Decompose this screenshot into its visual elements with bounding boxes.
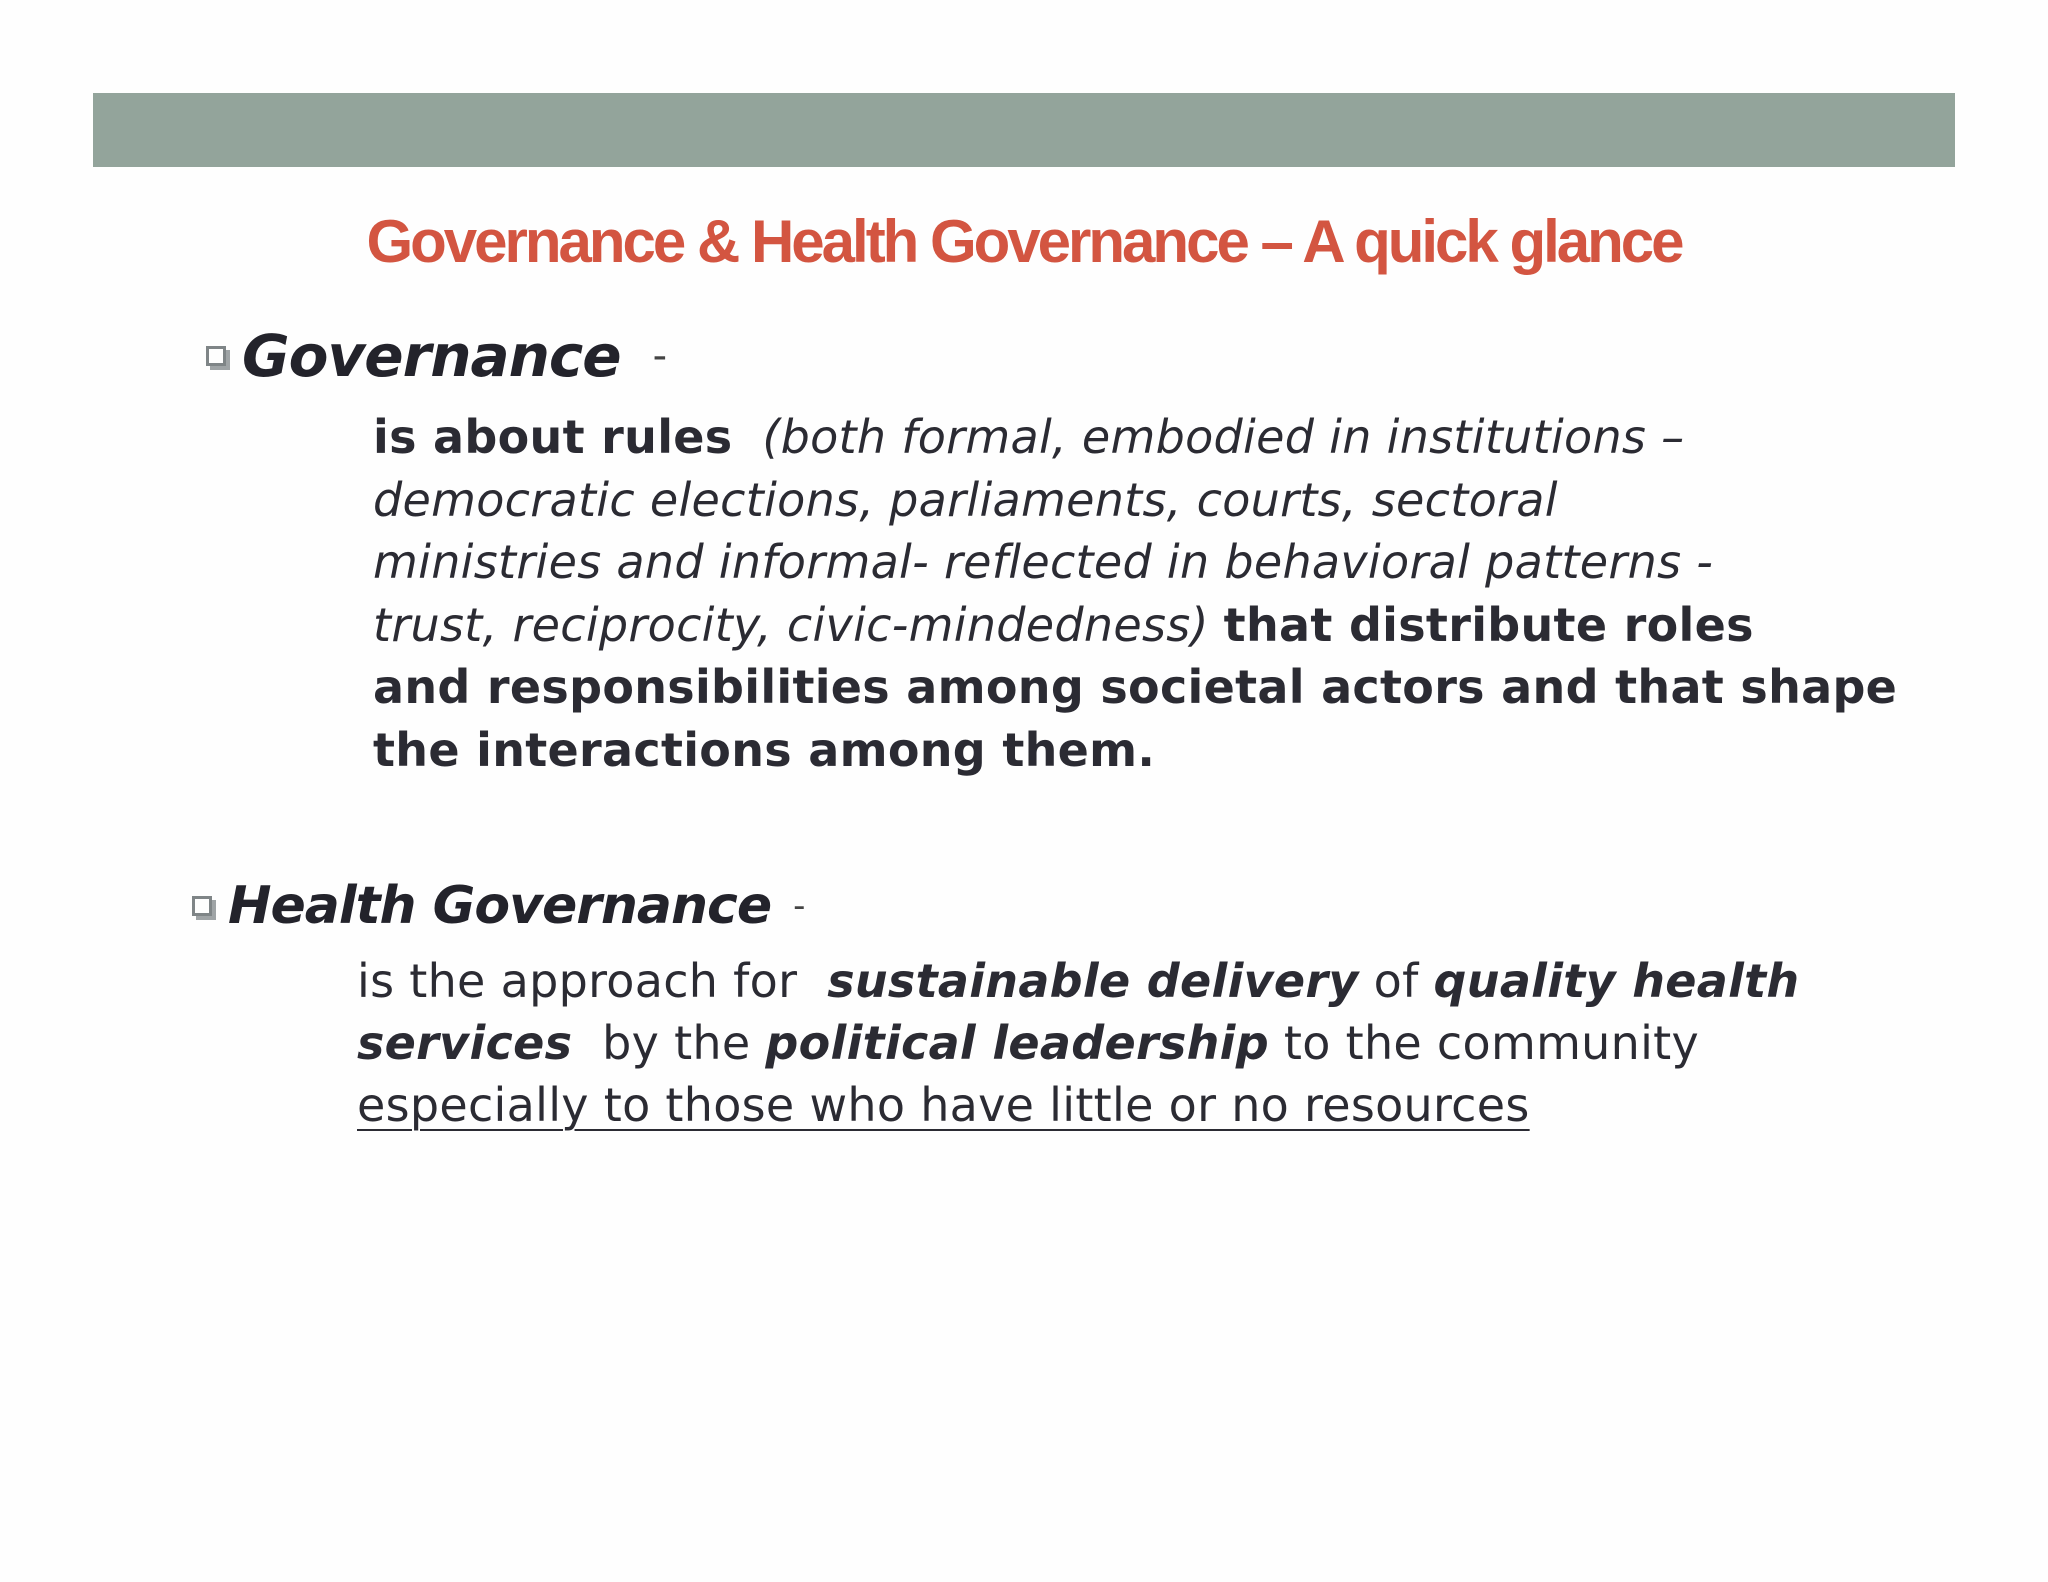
hg-underlined-text: especially to those who have little or no resources xyxy=(357,1078,1530,1132)
governance-italic-line-3: ministries and informal- reflected in behavioral patterns - xyxy=(373,535,1714,589)
checkbox-bullet-icon xyxy=(206,346,226,366)
governance-dash: - xyxy=(652,333,668,379)
governance-definition xyxy=(373,406,1898,781)
governance-italic-line-2: democratic elections, parliaments, courts, sectoral xyxy=(373,472,1558,527)
hg-text-2: of xyxy=(1373,954,1419,1008)
governance-italic-line-4: trust, reciprocity, civic-mindedness) xyxy=(373,597,1209,652)
health-governance-dash: - xyxy=(793,886,806,926)
bullet-governance xyxy=(206,320,667,392)
bullet-health-governance xyxy=(192,870,805,942)
health-governance-definition xyxy=(357,950,1807,1136)
governance-bold-lead: is about rules xyxy=(373,410,733,464)
hg-text-1: is the approach for xyxy=(357,954,798,1008)
hg-emphasis-quality-health: quality health xyxy=(1433,954,1800,1008)
hg-emphasis-sustainable-delivery: sustainable delivery xyxy=(827,954,1359,1008)
hg-emphasis-political-leadership: political leadership xyxy=(765,1016,1269,1070)
hg-emphasis-services: services xyxy=(357,1016,573,1070)
governance-bold-line-3: the interactions among them. xyxy=(373,722,1156,777)
governance-bold-line-2: and responsibilities among societal actors and that shape xyxy=(373,660,1898,714)
governance-italic-line-1: (both formal, embodied in institutions – xyxy=(762,410,1685,464)
hg-text-3: by the xyxy=(602,1016,751,1070)
slide-title: Governance & Health Governance – A quick glance xyxy=(366,208,1682,275)
checkbox-bullet-icon xyxy=(192,896,212,916)
governance-bold-line-1: that distribute roles xyxy=(1223,597,1754,652)
governance-heading: Governance xyxy=(242,322,621,390)
health-governance-heading: Health Governance xyxy=(228,876,772,936)
hg-text-4: to the community xyxy=(1283,1016,1700,1070)
header-bar xyxy=(93,93,1955,167)
